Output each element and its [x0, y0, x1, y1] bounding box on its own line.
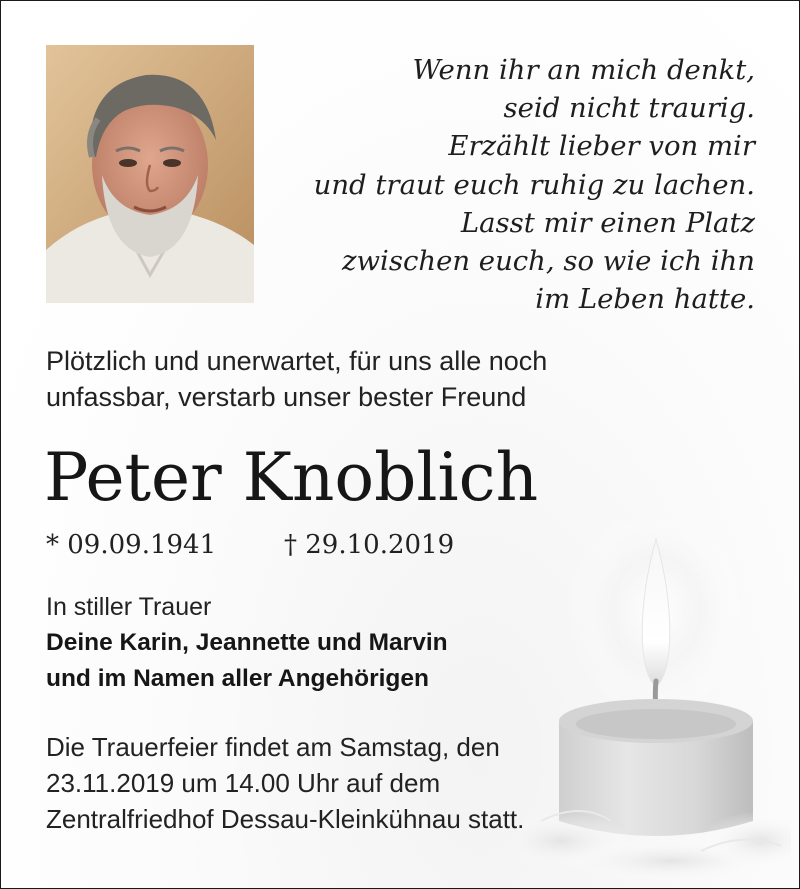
poem	[255, 51, 755, 318]
mourners-relatives: und im Namen aller Angehörigen	[46, 665, 429, 692]
life-dates	[46, 529, 455, 561]
poem-line: Lasst mir einen Platz	[460, 206, 755, 239]
funeral-info	[46, 729, 524, 837]
poem-line: seid nicht traurig.	[503, 92, 755, 125]
deceased-name: Peter Knoblich	[44, 439, 539, 516]
mourners	[46, 589, 448, 697]
mourners-names: Deine Karin, Jeannette und Marvin	[46, 629, 448, 656]
poem-line: Wenn ihr an mich denkt,	[412, 54, 755, 86]
poem-line: im Leben hatte.	[535, 283, 755, 316]
death-date: † 29.10.2019	[284, 530, 455, 560]
candle-icon	[521, 521, 791, 881]
funeral-line: 23.11.2019 um 14.00 Uhr auf dem	[46, 768, 441, 798]
intro-line: Plötzlich und unerwartet, für uns alle noch	[46, 346, 548, 376]
intro-text	[46, 343, 547, 415]
birth-date: * 09.09.1941	[46, 530, 217, 560]
poem-line: Erzählt lieber von mir	[448, 130, 755, 163]
funeral-line: Die Trauerfeier findet am Samstag, den	[46, 732, 500, 762]
portrait-photo	[46, 45, 254, 303]
intro-line: unfassbar, verstarb unser bester Freund	[46, 382, 527, 412]
poem-line: und traut euch ruhig zu lachen.	[313, 168, 755, 201]
poem-line: zwischen euch, so wie ich ihn	[342, 245, 755, 278]
funeral-line: Zentralfriedhof Dessau-Kleinkühnau statt.	[46, 804, 525, 834]
mourners-intro: In stiller Trauer	[46, 593, 212, 621]
